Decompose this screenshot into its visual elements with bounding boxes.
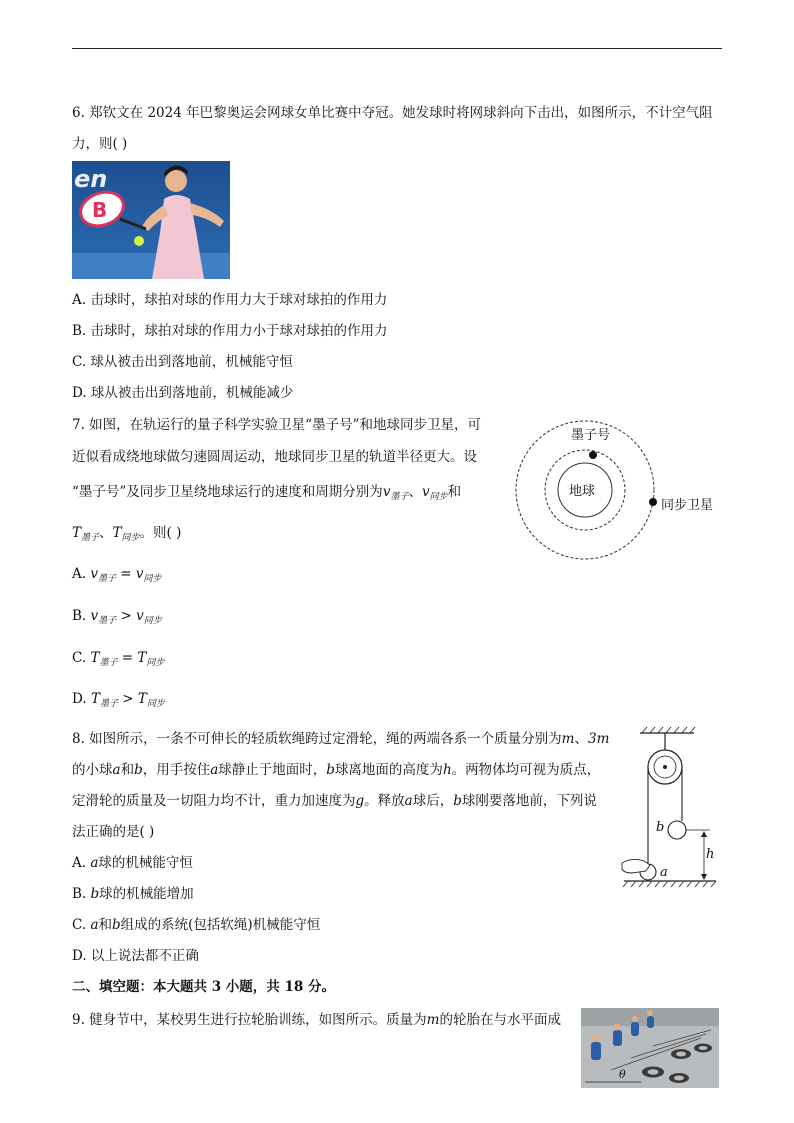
- fig-label-h: h: [706, 847, 715, 862]
- q7-line3: “墨子号”及同步卫星绕地球运行的速度和周期分别为$v_{墨子}$、$v_{同步}$和: [72, 484, 462, 502]
- q8-line1: 8. 如图所示，一条不可伸长的轻质软绳跨过定滑轮，绳的两端各系一个质量分别为m、3m: [72, 731, 610, 747]
- photo-label-theta: θ: [619, 1068, 626, 1081]
- photo-banner-text: en: [74, 165, 108, 193]
- pulley-diagram: [620, 725, 720, 893]
- q7-line2: 近似看成绕地球做匀速圆周运动，地球同步卫星的轨道半径更大。设: [72, 449, 477, 465]
- q7-line4: $T_{墨子}$、$T_{同步}$。则( ): [72, 525, 182, 543]
- fig-label-b: b: [656, 820, 665, 835]
- header-rule: [72, 48, 722, 49]
- q7-option-a: A. $v_{墨子} = v_{同步}$: [72, 566, 162, 584]
- q6-line1: 6. 郑钦文在 2024 年巴黎奥运会网球女单比赛中夺冠。她发球时将网球斜向下击出，如图所示，不计空气阻: [72, 105, 713, 121]
- q8-option-c: C. a和b组成的系统(包括软绳)机械能守恒: [72, 917, 321, 933]
- ball-b: [668, 821, 686, 839]
- q6-option-d: D. 球从被击出到落地前，机械能减少: [72, 385, 294, 401]
- mozi-satellite: [589, 451, 597, 459]
- q7-option-c: C. $T_{墨子} = T_{同步}$: [72, 650, 165, 668]
- fig-label-a: a: [660, 865, 668, 880]
- q6-option-b: B. 击球时，球拍对球的作用力小于球对球拍的作用力: [72, 323, 388, 339]
- q8-line3: 定滑轮的质量及一切阻力均不计，重力加速度为g。释放a球后，b球刚要落地前，下列说: [72, 793, 597, 809]
- q8-line2: 的小球a和b，用手按住a球静止于地面时，b球离地面的高度为h。两物体均可视为质点，: [72, 762, 601, 778]
- svg-text:B: B: [92, 198, 108, 222]
- q8-option-b: B. b球的机械能增加: [72, 886, 194, 902]
- orbit-diagram: [505, 412, 730, 562]
- fig-label-mozi: 墨子号: [571, 428, 611, 443]
- q8-option-d: D. 以上说法都不正确: [72, 948, 199, 964]
- hand-shape: [622, 859, 650, 873]
- tennis-photo: [72, 161, 230, 279]
- q7-line1: 7. 如图，在轨运行的量子科学实验卫星“墨子号”和地球同步卫星，可: [72, 417, 481, 433]
- tire-training-photo: [581, 1008, 719, 1088]
- q7-option-b: B. $v_{墨子} > v_{同步}$: [72, 608, 162, 626]
- q6-option-c: C. 球从被击出到落地前，机械能守恒: [72, 354, 293, 370]
- q6-option-a: A. 击球时，球拍对球的作用力大于球对球拍的作用力: [72, 292, 388, 308]
- q9-line1: 9. 健身节中，某校男生进行拉轮胎训练，如图所示。质量为m的轮胎在与水平面成: [72, 1012, 561, 1028]
- q8-line4: 法正确的是( ): [72, 824, 155, 840]
- fig-label-sync: 同步卫星: [661, 498, 714, 513]
- q6-line2: 力，则( ): [72, 136, 128, 152]
- sync-satellite: [649, 498, 657, 506]
- q7-option-d: D. $T_{墨子} > T_{同步}$: [72, 691, 165, 709]
- section-2-heading: 二、填空题：本大题共 3 小题，共 18 分。: [72, 979, 335, 995]
- fig-label-earth: 地球: [569, 484, 596, 499]
- q8-option-a: A. a球的机械能守恒: [72, 855, 193, 871]
